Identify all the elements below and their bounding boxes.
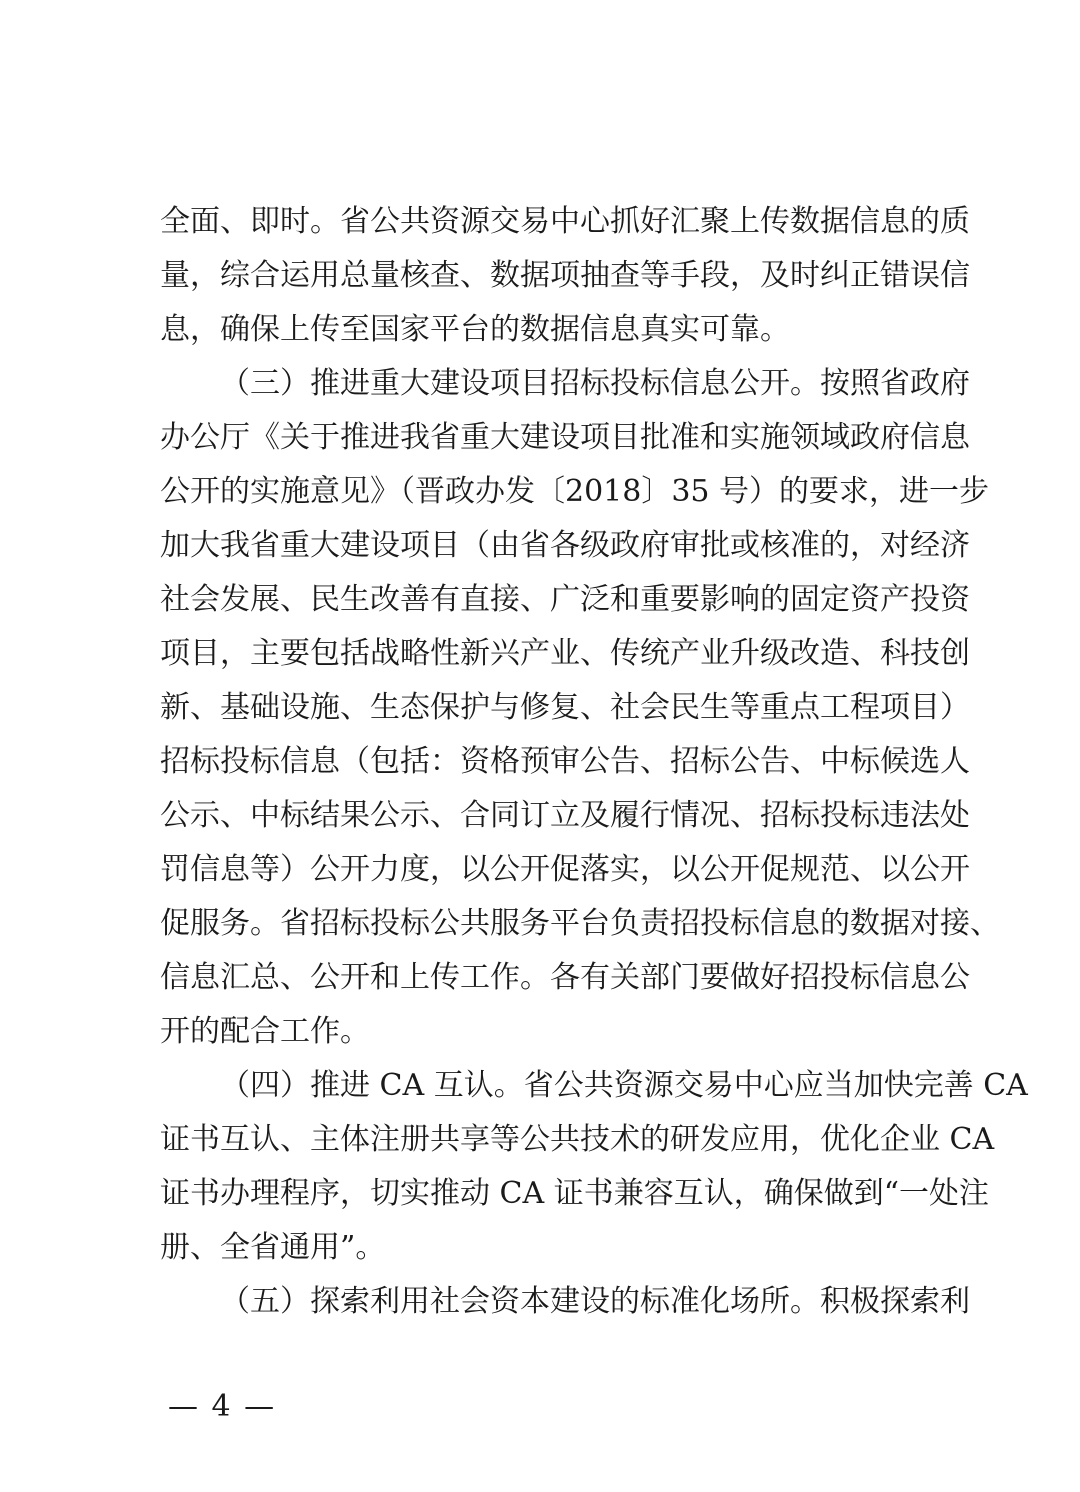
body-text-line: 社会发展、民生改善有直接、广泛和重要影响的固定资产投资 <box>160 582 970 617</box>
section-five-heading-line: （五）探索利用社会资本建设的标准化场所。积极探索利 <box>220 1284 970 1319</box>
body-text-line: 办公厅《关于推进我省重大建设项目批准和实施领域政府信息 <box>160 420 970 455</box>
body-text-line: 量，综合运用总量核查、数据项抽查等手段，及时纠正错误信 <box>160 258 970 293</box>
body-text-line: 加大我省重大建设项目（由省各级政府审批或核准的，对经济 <box>160 528 970 563</box>
body-text-line: 息，确保上传至国家平台的数据信息真实可靠。 <box>160 312 790 347</box>
body-text-line: 项目，主要包括战略性新兴产业、传统产业升级改造、科技创 <box>160 636 970 671</box>
body-text-line: 公开的实施意见》（晋政办发〔2018〕35 号）的要求，进一步 <box>160 474 990 509</box>
page-number: — 4 — <box>168 1389 277 1424</box>
body-text-line: 促服务。省招标投标公共服务平台负责招投标信息的数据对接、 <box>160 906 1000 941</box>
body-text-line: 罚信息等）公开力度，以公开促落实，以公开促规范、以公开 <box>160 852 970 887</box>
body-text-line: 册、全省通用”。 <box>160 1230 386 1265</box>
body-text-line: 全面、即时。省公共资源交易中心抓好汇聚上传数据信息的质 <box>160 204 970 239</box>
body-text-line: 证书办理程序，切实推动 CA 证书兼容互认，确保做到“一处注 <box>160 1176 990 1211</box>
section-four-heading-line: （四）推进 CA 互认。省公共资源交易中心应当加快完善 CA <box>220 1068 1028 1103</box>
body-text-line: 信息汇总、公开和上传工作。各有关部门要做好招投标信息公 <box>160 960 970 995</box>
body-text-line: 新、基础设施、生态保护与修复、社会民生等重点工程项目） <box>160 690 970 725</box>
section-three-heading-line: （三）推进重大建设项目招标投标信息公开。按照省政府 <box>220 366 970 401</box>
body-text-line: 证书互认、主体注册共享等公共技术的研发应用，优化企业 CA <box>160 1122 995 1157</box>
body-text-line: 公示、中标结果公示、合同订立及履行情况、招标投标违法处 <box>160 798 970 833</box>
body-text-line: 招标投标信息（包括：资格预审公告、招标公告、中标候选人 <box>160 744 970 779</box>
body-text-line: 开的配合工作。 <box>160 1014 370 1049</box>
